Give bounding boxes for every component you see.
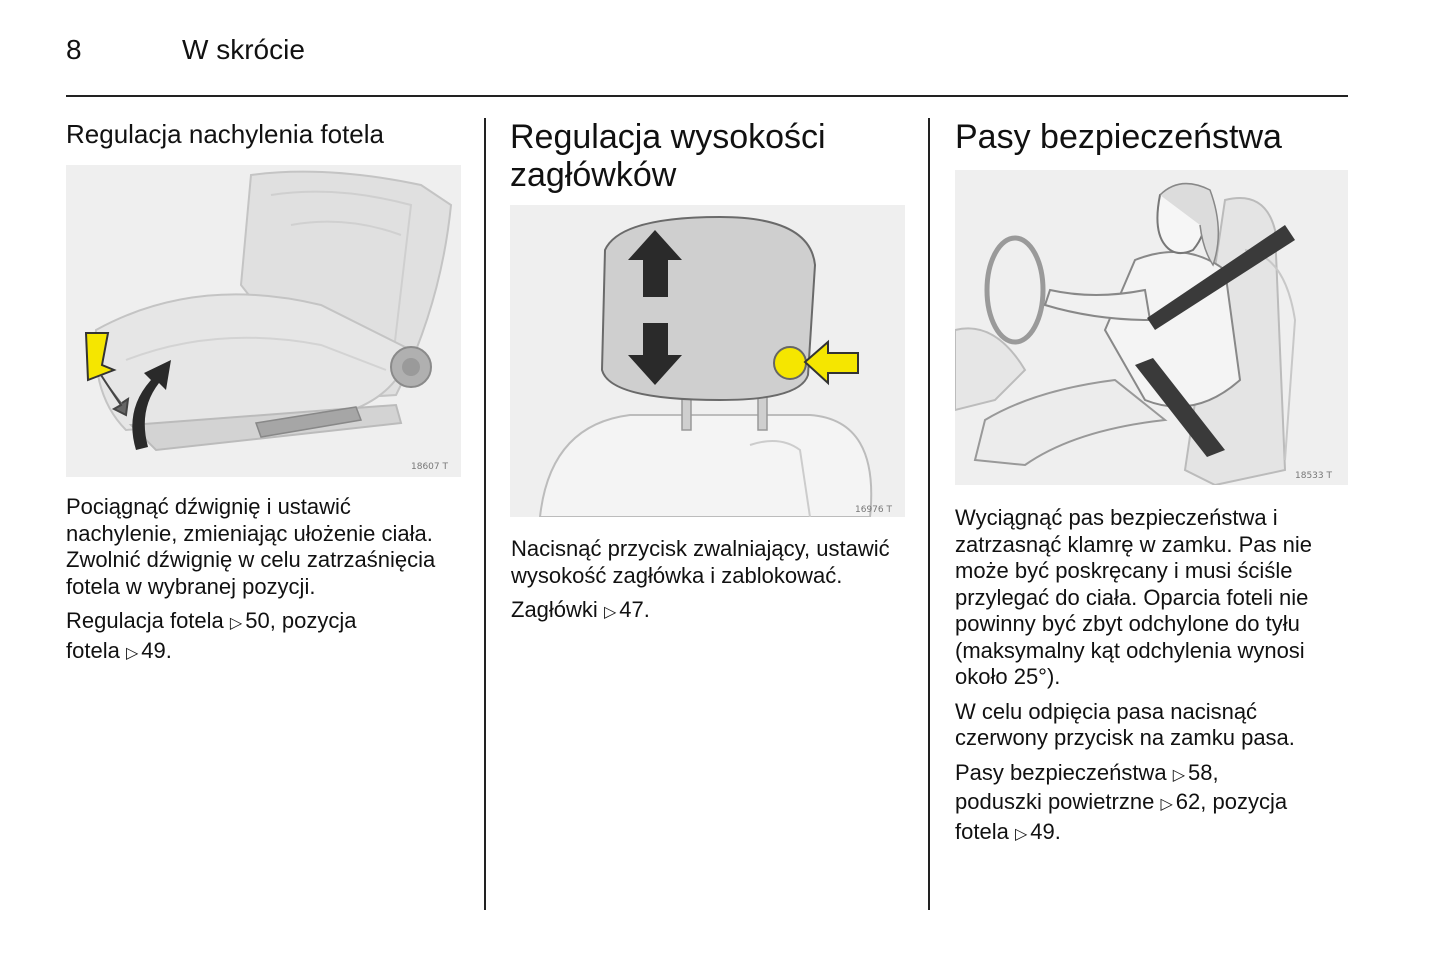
seat-recline-paragraph: Pociągnąć dźwignię i ustawić nachylenie, zmieniając ułożenie ciała. Zwolnić dźwignię w celu zatrzaśnięcia fotela w wybranej pozycji. <box>66 494 436 599</box>
headrest-paragraph: Nacisnąć przycisk zwalniający, ustawić wysokość zagłówka i zablokować. <box>511 536 890 588</box>
page-number: 8 <box>66 34 82 65</box>
section-title: W skrócie <box>182 34 305 65</box>
seat-belts-references <box>955 760 1350 849</box>
column-divider-1 <box>484 118 486 910</box>
seat-recline-figure-id: 18607 T <box>411 462 448 472</box>
ref-seat-position-page-2[interactable]: ▷ 49. <box>1015 819 1061 844</box>
ref-seat-position-page[interactable]: ▷ 49. <box>126 638 172 663</box>
seat-belt-illustration <box>955 170 1348 485</box>
seat-recline-references <box>66 608 461 667</box>
seat-recline-text <box>66 494 461 667</box>
ref-seat-adjust-page[interactable]: ▷ 50, pozycja <box>230 608 357 633</box>
seat-recline-heading: Regulacja nachylenia fotela <box>66 119 384 149</box>
headrest-references <box>511 597 906 627</box>
ref-headrests-page[interactable]: ▷ 47. <box>604 597 650 622</box>
headrest-text <box>511 536 906 627</box>
headrest-heading-line1: Regulacja wysokości <box>510 118 826 156</box>
column-headrest <box>510 118 910 194</box>
headrest-heading-line2: zagłówków <box>510 156 677 194</box>
header-divider <box>66 95 1348 97</box>
seat-belts-text <box>955 505 1350 848</box>
column-seat-belts <box>955 118 1355 156</box>
ref-seat-adjust-label: Regulacja fotela <box>66 608 224 633</box>
ref-airbags-label: poduszki powietrzne <box>955 789 1155 814</box>
column-divider-2 <box>928 118 930 910</box>
headrest-figure-id: 16976 T <box>855 505 892 515</box>
headrest-illustration <box>510 205 905 517</box>
seat-belts-paragraph-2: W celu odpięcia pasa nacisnąć czerwony przycisk na zamku pasa. <box>955 698 1295 750</box>
ref-seat-belts-page[interactable]: ▷ 58, <box>1173 760 1219 785</box>
ref-headrests-label: Zagłówki <box>511 597 598 622</box>
ref-seat-position-label: fotela <box>66 637 120 663</box>
seat-recline-illustration <box>66 165 461 477</box>
ref-seat-position-label-2: fotela <box>955 818 1009 844</box>
seat-belts-paragraph-1: Wyciągnąć pas bezpieczeństwa i zatrzasnąć klamrę w zamku. Pas nie może być poskręcany i musi ściśle przylegać do ciała. Oparcia foteli nie powinny być zbyt odchylone do tyłu (maksymalny kąt odchylenia wynosi około 25°). <box>955 505 1313 689</box>
seat-belts-heading: Pasy bezpieczeństwa <box>955 118 1282 156</box>
ref-seat-belts-label: Pasy bezpieczeństwa <box>955 759 1167 785</box>
ref-airbags-page[interactable]: ▷ 62, pozycja <box>1160 789 1287 814</box>
column-seat-recline <box>66 118 466 149</box>
seat-belt-figure-id: 18533 T <box>1295 471 1332 481</box>
